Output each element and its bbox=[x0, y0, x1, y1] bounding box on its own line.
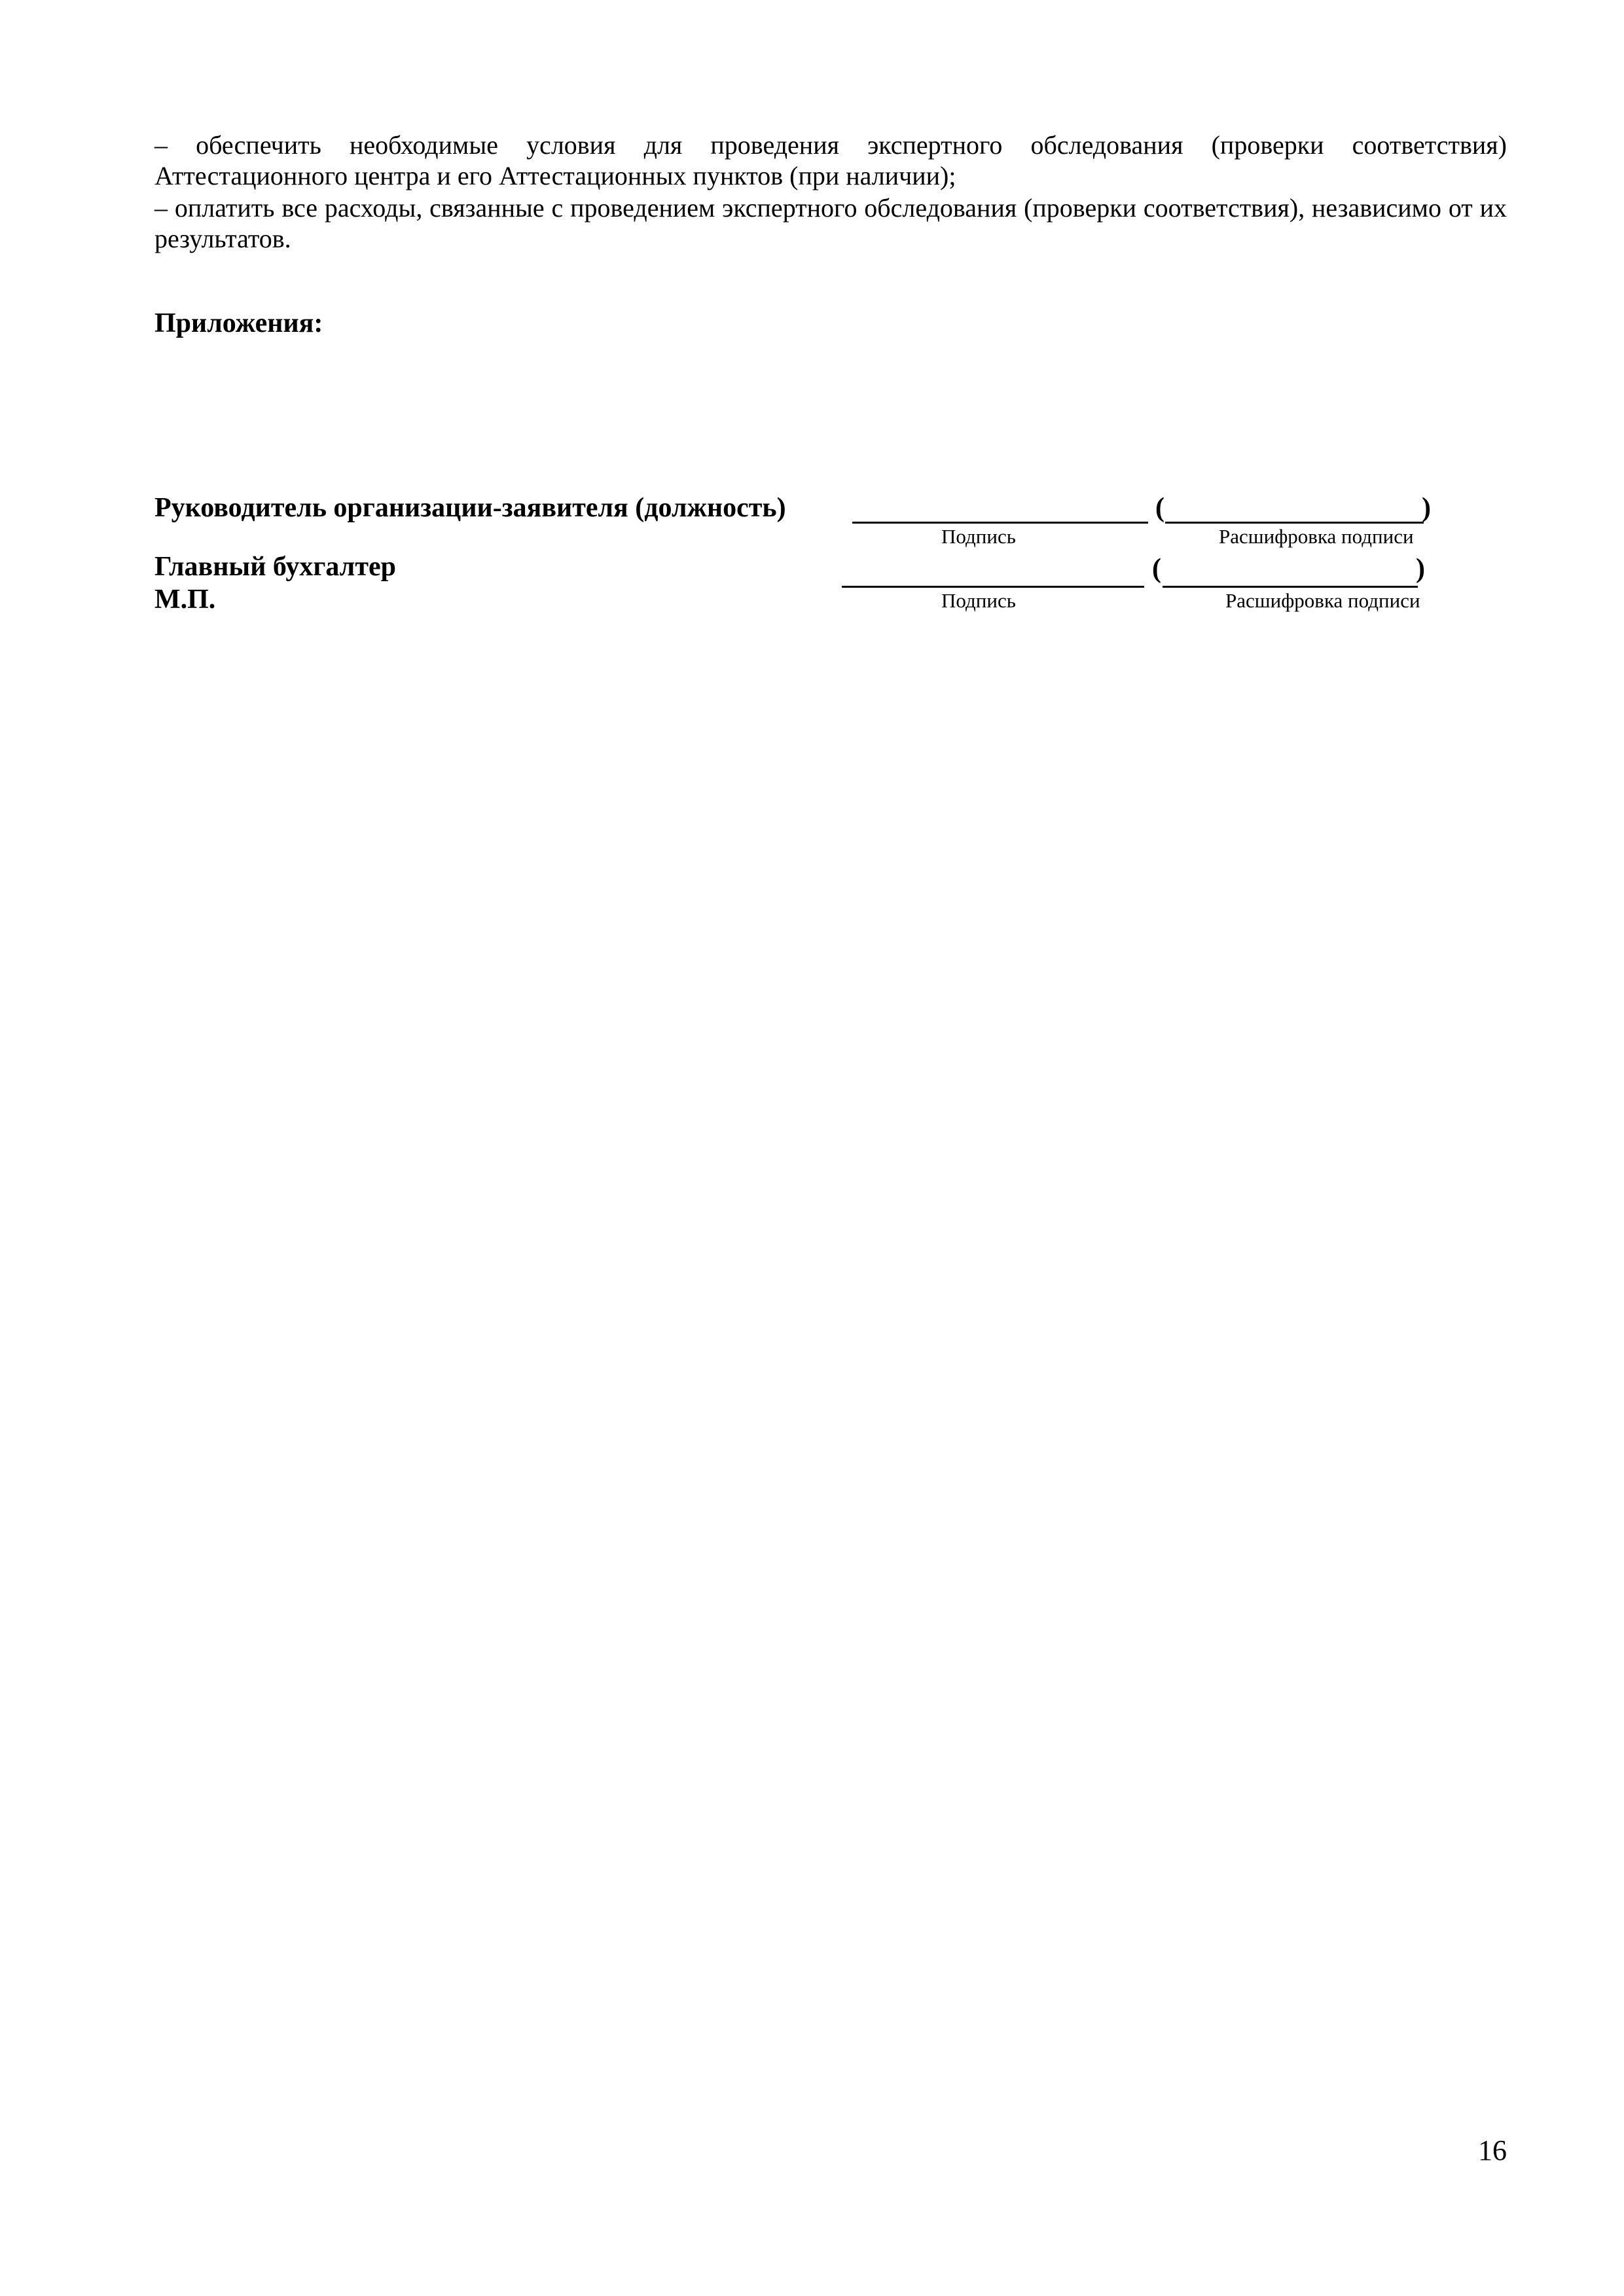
obligation-item-2: – оплатить все расходы, связанные с проведением экспертного обследования (проверки соответствия), независимо от их результатов. bbox=[154, 193, 1507, 253]
head-decoding-caption: Расшифровка подписи bbox=[1219, 525, 1414, 548]
stamp-place-label: М.П. bbox=[154, 584, 216, 615]
accountant-signature-line bbox=[842, 586, 1144, 588]
head-signature-label: Руководитель организации-заявителя (должность) bbox=[154, 493, 786, 523]
head-signature-caption: Подпись bbox=[941, 525, 1016, 548]
head-decoding-line bbox=[1165, 522, 1424, 524]
accountant-signature-caption: Подпись bbox=[941, 589, 1016, 612]
accountant-signature-label: Главный бухгалтер bbox=[154, 552, 396, 582]
accountant-decoding-caption: Расшифровка подписи bbox=[1225, 589, 1420, 612]
head-signature-line bbox=[852, 522, 1148, 524]
attachments-heading: Приложения: bbox=[154, 308, 323, 338]
head-open-paren: ( bbox=[1155, 493, 1164, 523]
page-number: 16 bbox=[1478, 2134, 1507, 2166]
accountant-close-paren: ) bbox=[1416, 554, 1425, 584]
obligation-item-1: – обеспечить необходимые условия для проведения экспертного обследования (проверки соответствия) Аттестационного центра и его Аттестационных пунктов (при наличии); bbox=[154, 130, 1507, 190]
accountant-open-paren: ( bbox=[1152, 554, 1161, 584]
head-close-paren: ) bbox=[1422, 493, 1431, 523]
accountant-decoding-line bbox=[1163, 586, 1418, 588]
